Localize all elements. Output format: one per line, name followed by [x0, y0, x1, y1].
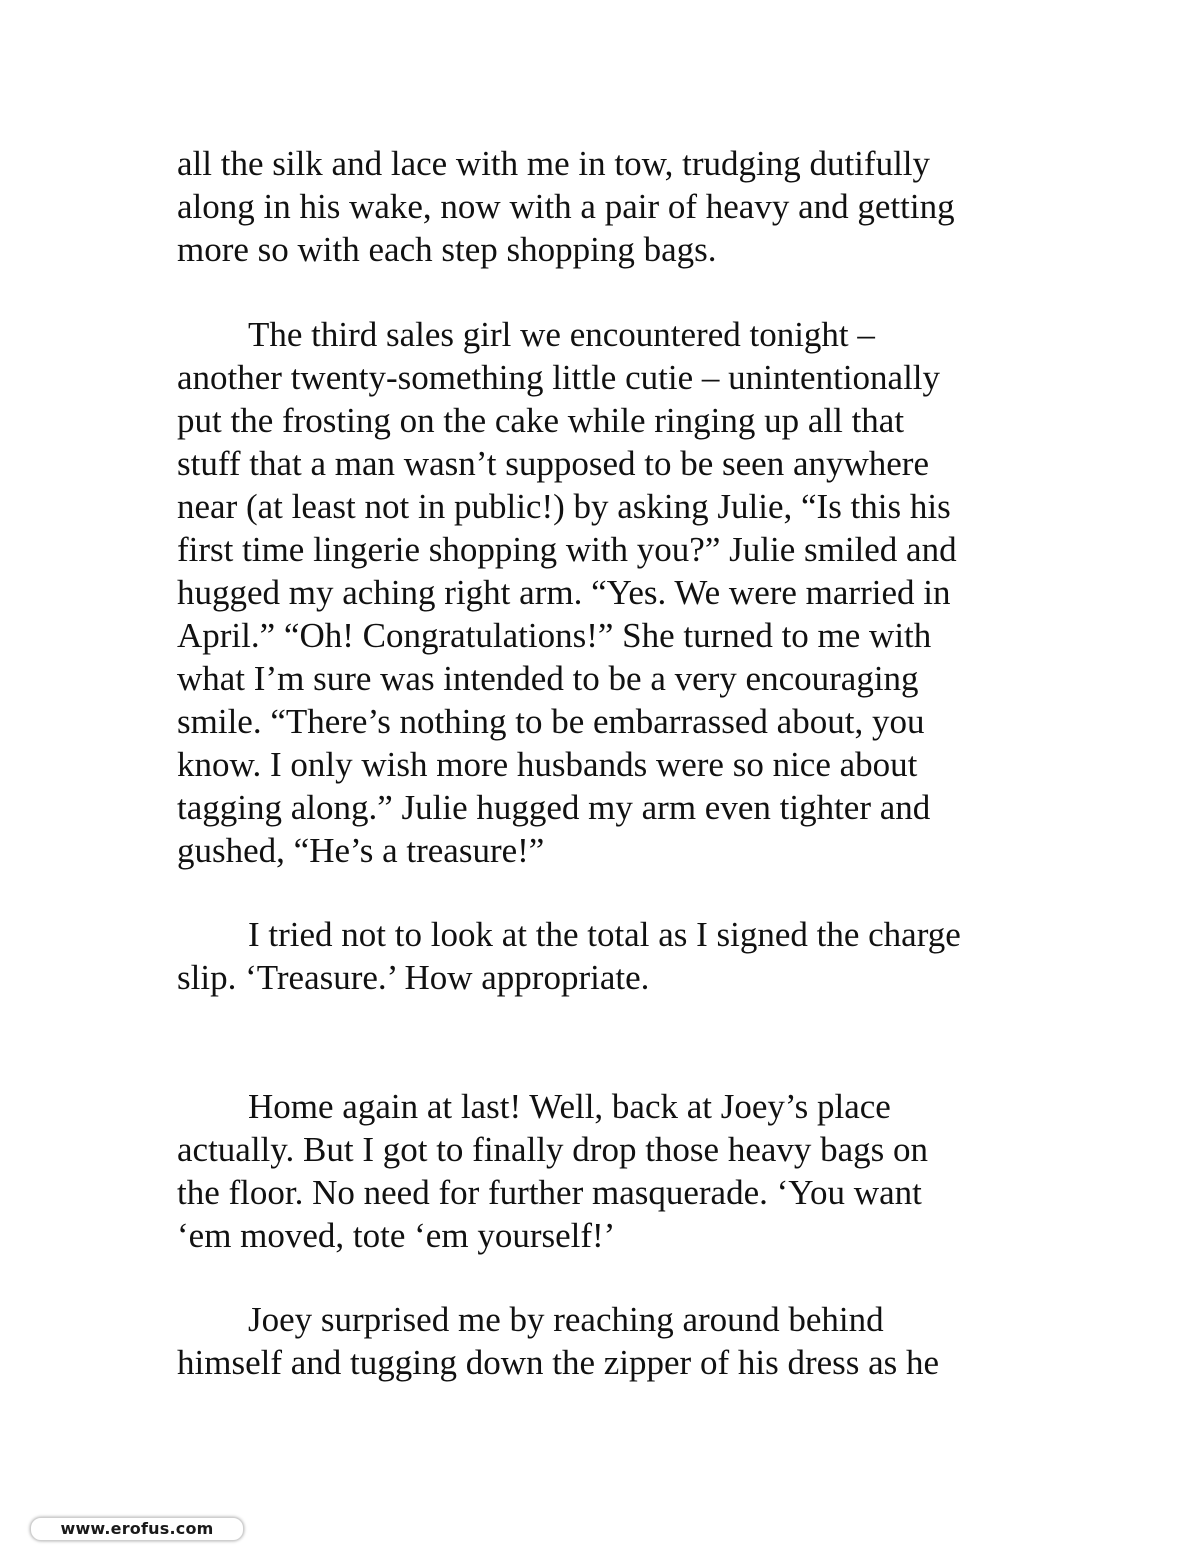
text-line: smile. “There’s nothing to be embarrassed about, you — [177, 702, 925, 741]
text-line: I tried not to look at the total as I signed the charge — [248, 915, 961, 954]
watermark-badge: www.erofus.com — [30, 1517, 244, 1541]
text-line: gushed, “He’s a treasure!” — [177, 831, 545, 870]
text-line: all the silk and lace with me in tow, trudging dutifully — [177, 144, 931, 183]
text-line: tagging along.” Julie hugged my arm even tighter and — [177, 788, 931, 827]
text-line: what I’m sure was intended to be a very encouraging — [177, 659, 919, 698]
text-line: along in his wake, now with a pair of heavy and getting — [177, 187, 955, 226]
text-line: first time lingerie shopping with you?” Julie smiled and — [177, 530, 957, 569]
text-line: April.” “Oh! Congratulations!” She turned to me with — [177, 616, 932, 655]
text-line: the floor. No need for further masquerade. ‘You want — [177, 1173, 922, 1212]
text-line: know. I only wish more husbands were so nice about — [177, 745, 918, 784]
text-line: stuff that a man wasn’t supposed to be seen anywhere — [177, 444, 929, 483]
text-line: actually. But I got to finally drop those heavy bags on — [177, 1130, 929, 1169]
text-line: himself and tugging down the zipper of his dress as he — [177, 1343, 940, 1382]
text-line: Home again at last! Well, back at Joey’s place — [248, 1087, 891, 1126]
text-line: put the frosting on the cake while ringing up all that — [177, 401, 905, 440]
text-line: ‘em moved, tote ‘em yourself!’ — [177, 1216, 616, 1255]
text-line: hugged my aching right arm. “Yes. We were married in — [177, 573, 951, 612]
text-line: slip. ‘Treasure.’ How appropriate. — [177, 958, 650, 997]
text-line: near (at least not in public!) by asking Julie, “Is this his — [177, 487, 951, 526]
text-line: more so with each step shopping bags. — [177, 230, 717, 269]
text-line: Joey surprised me by reaching around behind — [248, 1300, 884, 1339]
text-line: another twenty-something little cutie – unintentionally — [177, 358, 941, 397]
text-line: The third sales girl we encountered tonight – — [248, 315, 875, 354]
